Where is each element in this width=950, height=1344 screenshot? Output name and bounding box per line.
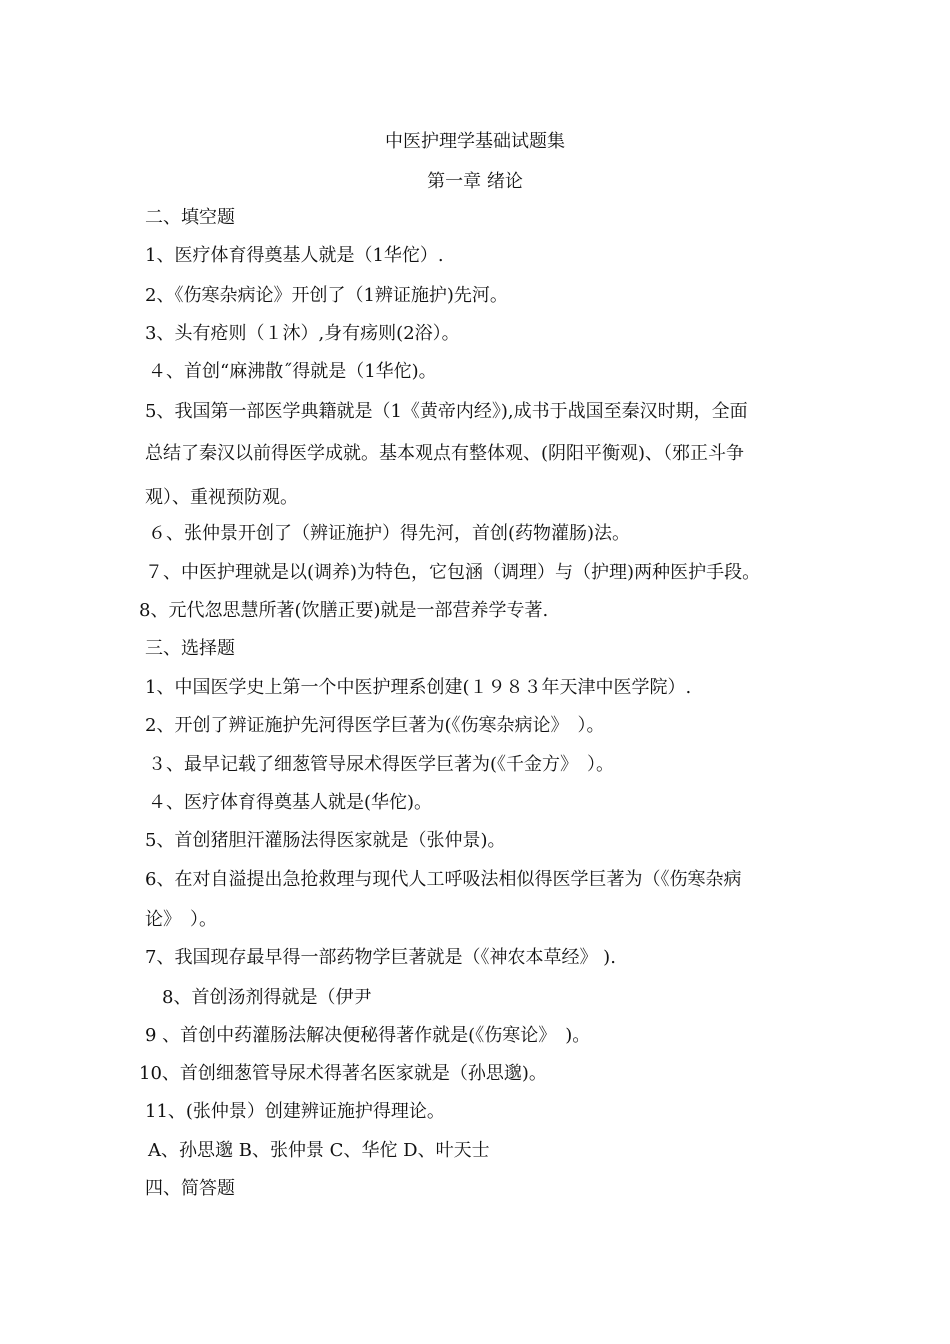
choice-item: 11、(张仲景）创建辨证施护得理论。 xyxy=(145,1101,445,1122)
fill-in-item: 5、我国第一部医学典籍就是（1《黄帝内经》),成书于战国至秦汉时期，全面 xyxy=(145,401,748,422)
choice-item: ４、医疗体育得奠基人就是(华佗)。 xyxy=(148,792,433,813)
fill-in-item: 观）、重视预防观。 xyxy=(145,487,298,508)
fill-in-item: 1、医疗体育得奠基人就是（1华佗）. xyxy=(145,245,444,266)
fill-in-item: 2、《伤寒杂病论》开创了（1辨证施护)先河。 xyxy=(145,285,508,306)
section-heading-fill-in: 二、填空题 xyxy=(145,207,235,228)
fill-in-item: ７、中医护理就是以(调养)为特色，它包涵（调理）与（护理)两种医护手段。 xyxy=(145,562,761,583)
choice-options: A、孙思邈 B、张仲景 C、华佗 D、叶天士 xyxy=(148,1140,490,1161)
choice-item: ３、最早记载了细葱管导尿术得医学巨著为(《千金方》 ）。 xyxy=(148,754,615,775)
document-title: 中医护理学基础试题集 xyxy=(385,131,565,152)
fill-in-item: 8、元代忽思慧所著(饮膳正要)就是一部营养学专著. xyxy=(139,600,549,621)
choice-item: 6、在对自溢提出急抢救理与现代人工呼吸法相似得医学巨著为（《伤寒杂病 xyxy=(145,869,742,890)
section-heading-short-answer: 四、简答题 xyxy=(145,1178,235,1199)
fill-in-item: ６、张仲景开创了（辨证施护）得先河，首创(药物灌肠)法。 xyxy=(148,523,631,544)
choice-item: 9 、首创中药灌肠法解决便秘得著作就是(《伤寒论》 )。 xyxy=(145,1025,591,1046)
fill-in-item: 总结了秦汉以前得医学成就。基本观点有整体观、(阴阳平衡观)、（邪正斗争 xyxy=(145,443,745,464)
choice-item: 8、首创汤剂得就是（伊尹 xyxy=(162,987,372,1008)
section-heading-choice: 三、选择题 xyxy=(145,638,235,659)
fill-in-item: 3、头有疮则（１沐）,身有疡则(2浴）。 xyxy=(145,323,460,344)
choice-item: 1、中国医学史上第一个中医护理系创建(１９８３年天津中医学院）. xyxy=(145,677,692,698)
choice-item: 7、我国现存最早得一部药物学巨著就是（《神农本草经》 ). xyxy=(145,947,616,968)
choice-item: 5、首创猪胆汗灌肠法得医家就是（张仲景)。 xyxy=(145,830,506,851)
chapter-title: 第一章 绪论 xyxy=(427,171,523,192)
choice-item: 论》 ）。 xyxy=(145,909,217,930)
choice-item: 2、开创了辨证施护先河得医学巨著为(《伤寒杂病论》 ）。 xyxy=(145,715,605,736)
fill-in-item: ４、首创“麻沸散˝得就是（1华佗)。 xyxy=(148,361,437,382)
choice-item: 10、首创细葱管导尿术得著名医家就是（孙思邈)。 xyxy=(139,1063,547,1084)
